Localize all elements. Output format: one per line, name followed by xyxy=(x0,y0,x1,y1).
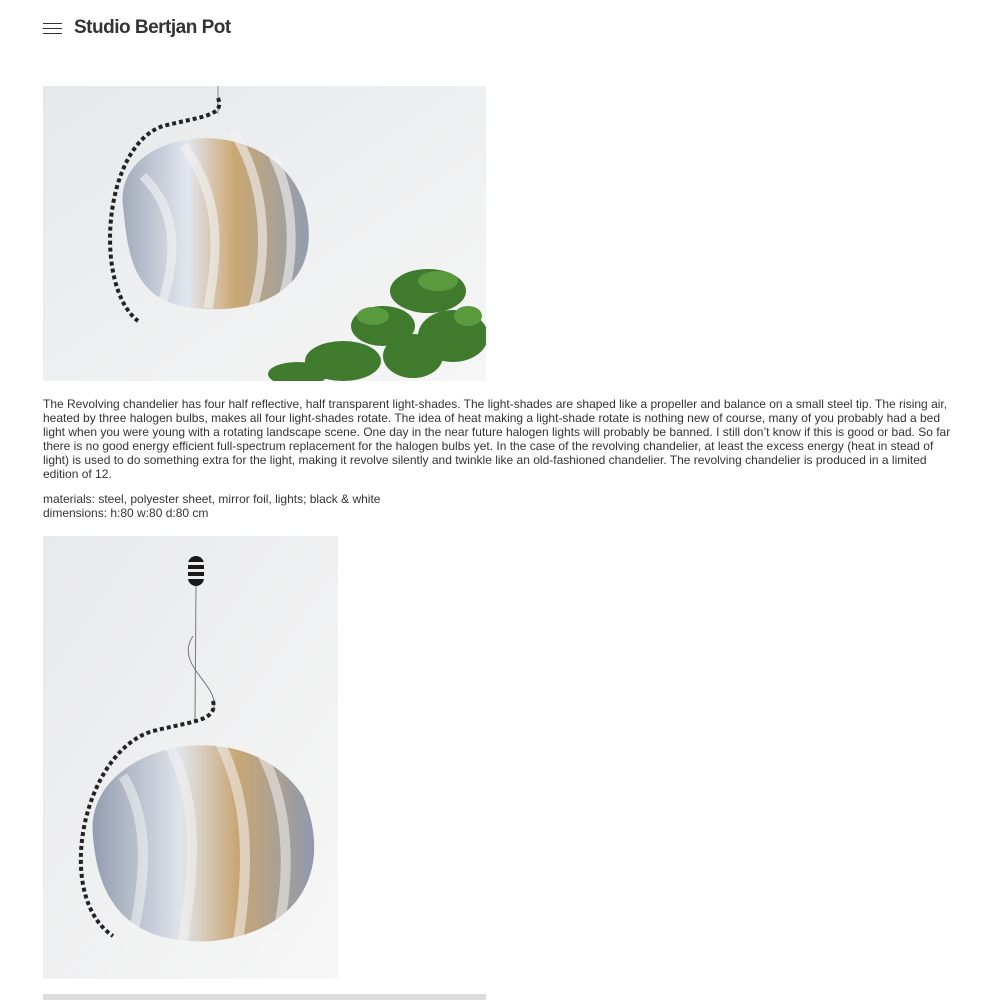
hamburger-menu-icon[interactable] xyxy=(43,23,62,34)
dimensions-text: dimensions: h:80 w:80 d:80 cm xyxy=(43,506,209,520)
chandelier-photo-3 xyxy=(43,994,486,1000)
project-description: The Revolving chandelier has four half reflective, half transparent light-shades. The light-shades are shaped like a propeller and balance on a small steel tip. The rising air, heated by three halogen bulbs, makes all four light-shades rotate. The idea of heat making a light-shade rotate is nothing new of course, many of you probably had a bed light when you were young with a rotating landscape scene. One day in the near future halogen lights will probably be banned. I still don’t know if this is good or bad. So far there is no good energy efficient full-spectrum replacement for the halogen bulbs yet. In the case of the revolving chandelier, at least the excess energy (heat in stead of light) is used to do something extra for the light, making it revolve silently and twinkle like an old-fashioned chandelier. The revolving chandelier is produced in a limited edition of 12. xyxy=(43,397,951,481)
chandelier-photo-1 xyxy=(43,86,486,381)
chandelier-photo-2 xyxy=(43,536,338,979)
project-specs xyxy=(43,492,380,520)
site-header xyxy=(43,14,231,42)
materials-text: materials: steel, polyester sheet, mirror foil, lights; black & white xyxy=(43,492,381,506)
site-title[interactable]: Studio Bertjan Pot xyxy=(74,17,231,38)
